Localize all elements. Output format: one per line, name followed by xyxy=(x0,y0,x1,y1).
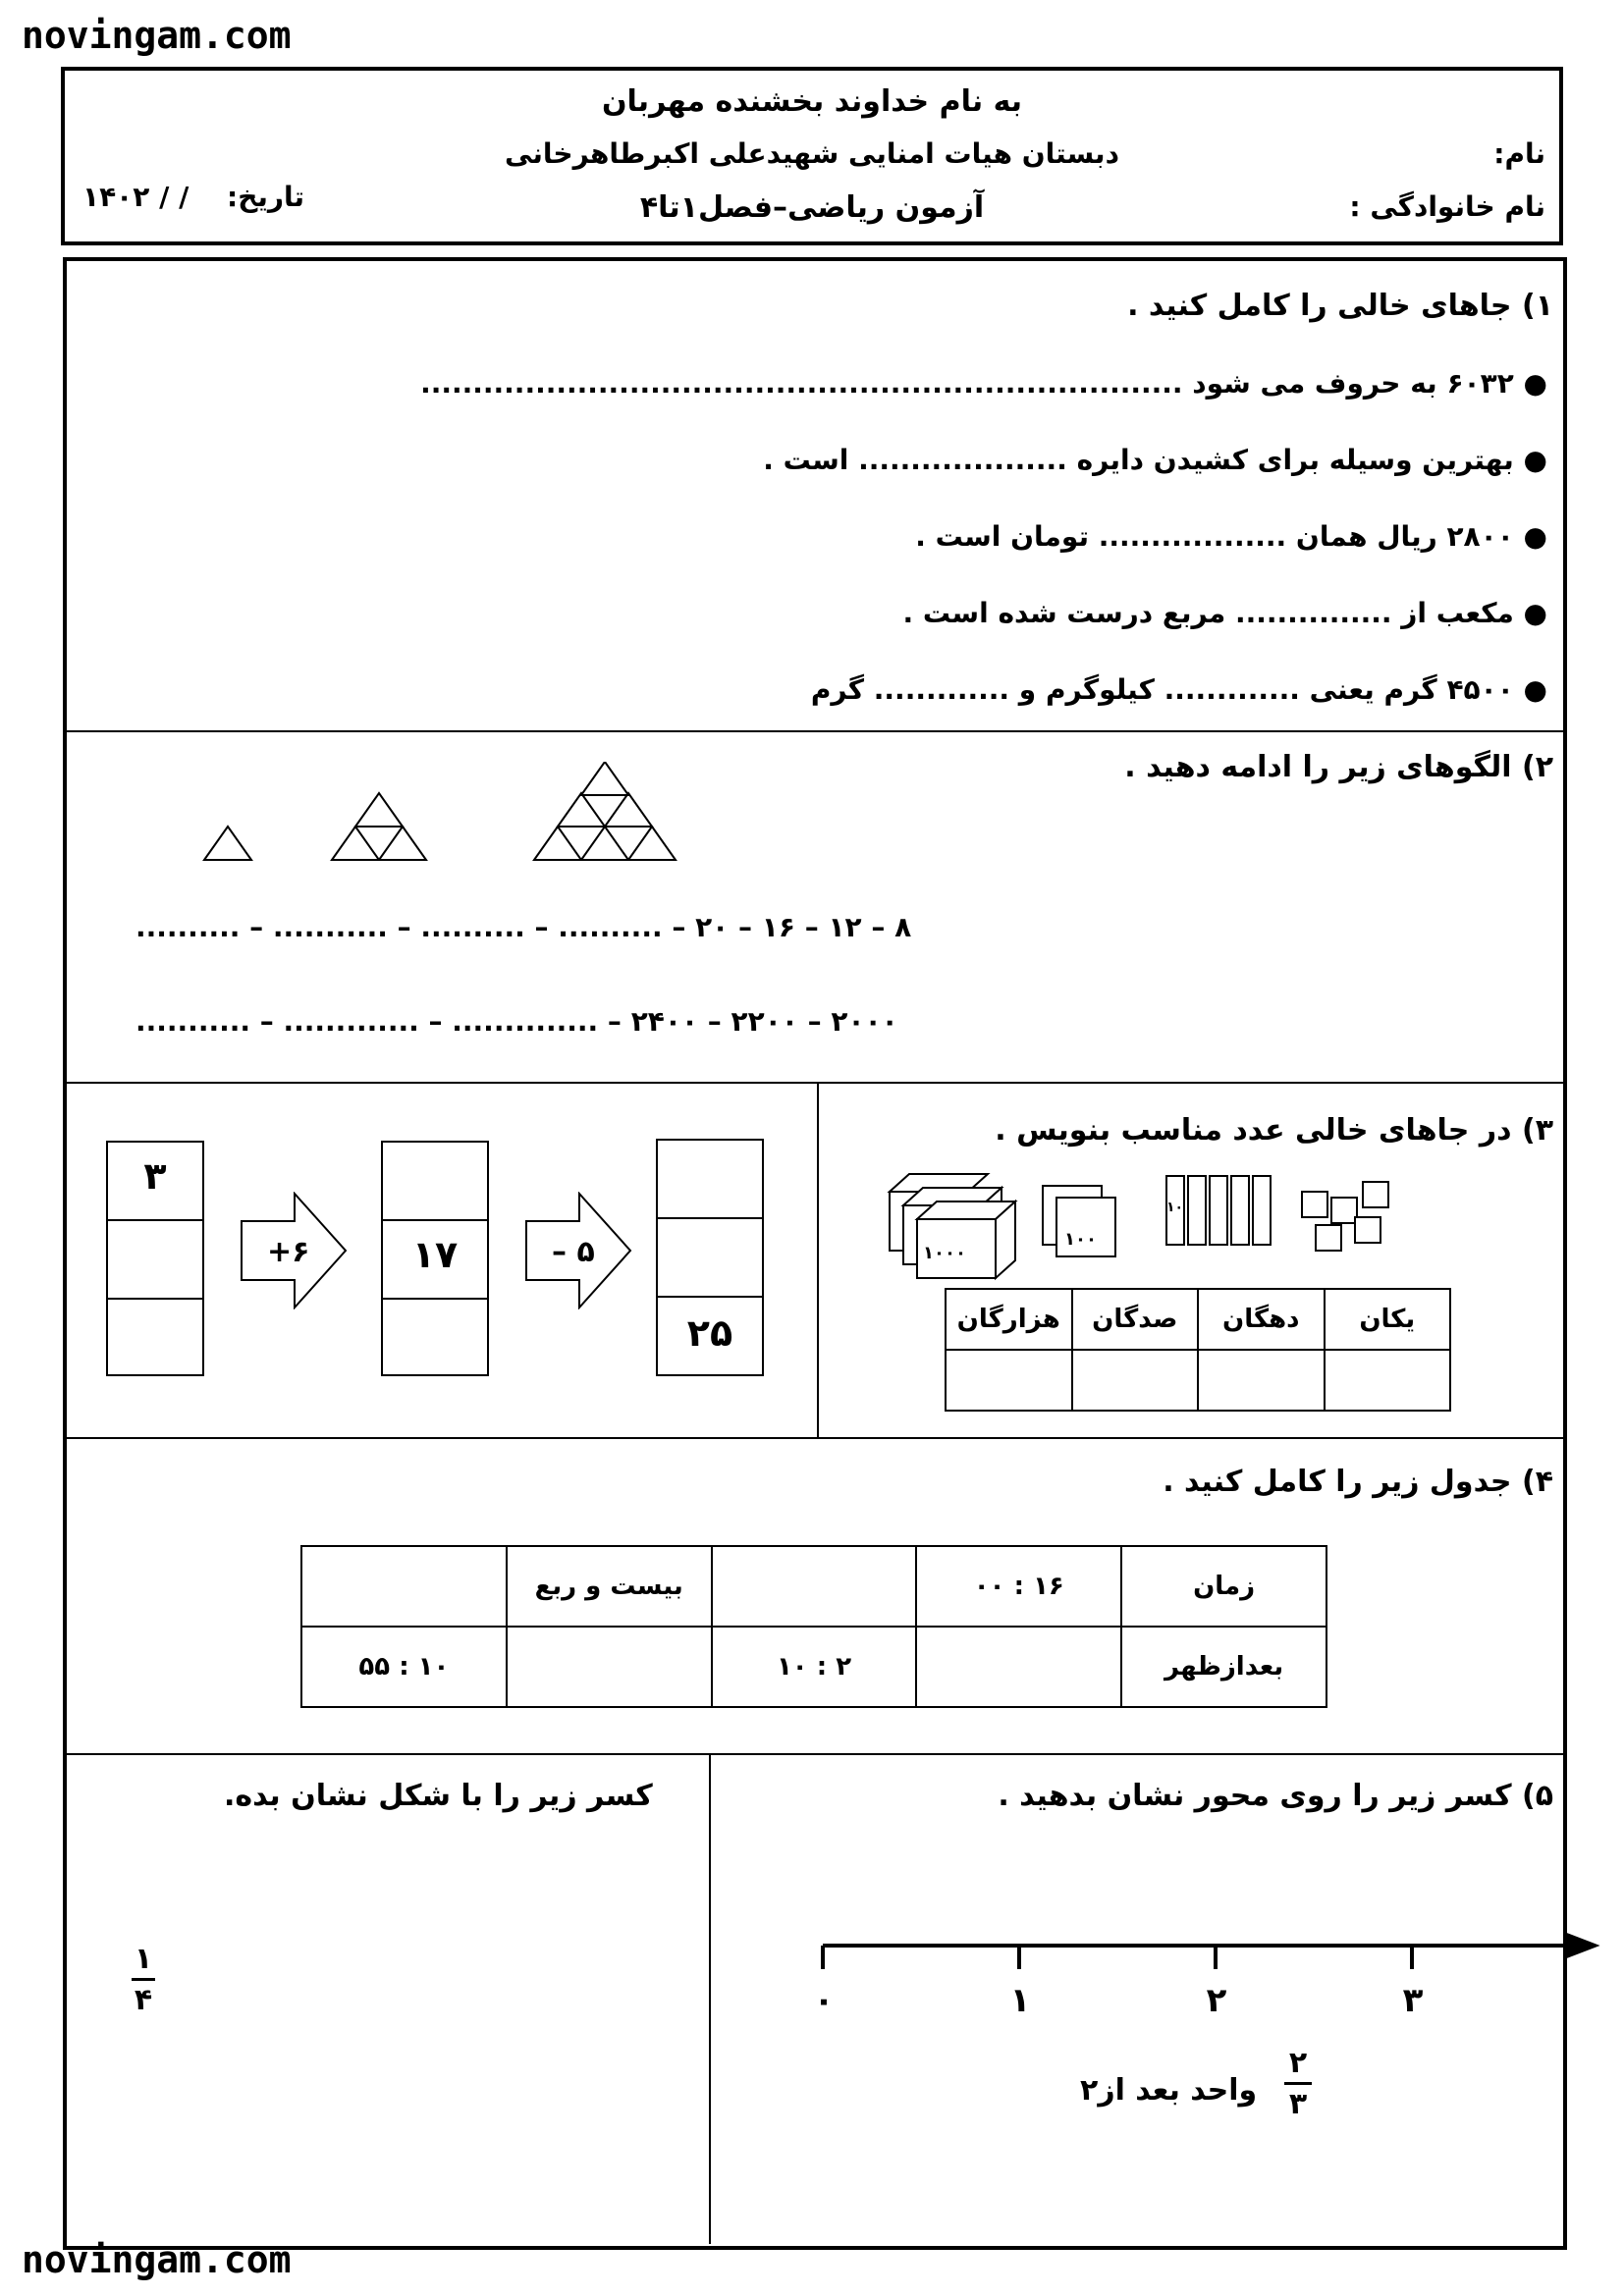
hundred-label: ۱۰۰ xyxy=(1064,1229,1097,1250)
time-table xyxy=(300,1545,1327,1708)
header-hundreds: صدگان xyxy=(1072,1289,1199,1350)
q1-item: ● بهترین وسیله برای کشیدن دایره .................... است . xyxy=(763,444,1547,476)
tick-label-3: ۳ xyxy=(1402,1981,1424,2020)
exam-body xyxy=(63,257,1567,2250)
q5-title: ۵) کسر زیر را روی محور نشان بدهید . xyxy=(998,1779,1553,1813)
header-thousands: هزارگان xyxy=(946,1289,1072,1350)
place-value-table xyxy=(945,1288,1451,1412)
ten-label: ۱۰ xyxy=(1166,1200,1184,1215)
q1-item: ● مکعب از ............... مربع درست شده است . xyxy=(902,597,1547,629)
time-cell: بعدازظهر xyxy=(1121,1627,1326,1707)
fraction-text: واحد بعد از۲ xyxy=(1080,2073,1258,2108)
time-cell[interactable] xyxy=(301,1546,507,1627)
op-plus: +۶ xyxy=(267,1235,310,1269)
time-cell: زمان xyxy=(1121,1546,1326,1627)
time-cell: بیست و ربع xyxy=(507,1546,712,1627)
tick-label-2: ۲ xyxy=(1206,1981,1227,2020)
tick-label-0: ۰ xyxy=(813,1981,835,2020)
shape-fraction-numerator: ۱ xyxy=(134,1942,153,1976)
q1-title: ۱) جاهای خالی را کامل کنید . xyxy=(1127,289,1553,323)
triangle-pattern xyxy=(126,762,715,870)
q1-item: ● ۶۰۳۲ به حروف می شود ......................................................................... xyxy=(420,367,1547,400)
tick-label-1: ۱ xyxy=(1009,1981,1031,2020)
time-cell[interactable] xyxy=(507,1627,712,1707)
date-label: تاریخ: xyxy=(227,181,305,213)
fraction-numerator: ۲ xyxy=(1288,2046,1308,2080)
base-ten-blocks xyxy=(886,1162,1524,1290)
col2-mid: ۱۷ xyxy=(411,1233,459,1276)
watermark-top: novingam.com xyxy=(22,14,292,57)
exam-title: آزمون ریاضی–فصل۱تا۴ xyxy=(639,190,985,225)
machine-column-3 xyxy=(656,1139,764,1376)
time-cell[interactable] xyxy=(916,1627,1121,1707)
machine-column-1 xyxy=(106,1141,204,1376)
answer-cell[interactable] xyxy=(1325,1350,1451,1411)
machine-column-2 xyxy=(381,1141,489,1376)
name-label: نام: xyxy=(1493,137,1545,170)
op-minus: – ۵ xyxy=(552,1235,595,1269)
fraction-denominator: ۳ xyxy=(1288,2087,1308,2121)
number-line xyxy=(813,1926,1618,1985)
school-name: دبستان هیات امنایی شهیدعلی اکبرطاهرخانی xyxy=(505,137,1119,170)
q3-title: ۳) در جاهای خالی عدد مناسب بنویس . xyxy=(995,1113,1553,1148)
watermark-bottom: novingam.com xyxy=(22,2238,292,2281)
q5-right-title: کسر زیر را با شکل نشان بده. xyxy=(224,1779,653,1813)
header-tens: دهگان xyxy=(1198,1289,1325,1350)
col1-top: ۳ xyxy=(143,1154,167,1198)
header-ones: یکان xyxy=(1325,1289,1451,1350)
shape-fraction xyxy=(128,1942,159,2017)
fraction xyxy=(1278,2046,1318,2121)
q4-title: ۴) جدول زیر را کامل کنید . xyxy=(1163,1465,1553,1499)
q2-sequence-1: ۸ – ۱۲ – ۱۶ – ۲۰ – .......... – .......... – ........... – .......... xyxy=(135,911,912,943)
time-cell: ۱۰ : ۵۵ xyxy=(301,1627,507,1707)
col3-bot: ۲۵ xyxy=(686,1311,733,1355)
time-cell: ۲ : ۱۰ xyxy=(712,1627,917,1707)
shape-fraction-denominator: ۴ xyxy=(134,1983,153,2017)
family-label: نام خانوادگی : xyxy=(1349,190,1545,223)
q2-title: ۲) الگوهای زیر را ادامه دهید . xyxy=(1124,750,1553,784)
time-cell: ۱۶ : ۰۰ xyxy=(916,1546,1121,1627)
thousand-label: ۱۰۰۰ xyxy=(923,1243,966,1263)
answer-cell[interactable] xyxy=(1072,1350,1199,1411)
q2-sequence-2: ۲۰۰۰ – ۲۲۰۰ – ۲۴۰۰ – .............. – ............. – ........... xyxy=(135,1005,898,1038)
q1-item: ● ۴۵۰۰ گرم یعنی ............. کیلوگرم و ............. گرم xyxy=(810,673,1547,706)
answer-cell[interactable] xyxy=(1198,1350,1325,1411)
answer-cell[interactable] xyxy=(946,1350,1072,1411)
q1-item: ● ۲۸۰۰ ریال همان .................. تومان است . xyxy=(915,520,1547,553)
basmala: به نام خداوند بخشنده مهربان xyxy=(601,84,1023,119)
date-value: / / ۱۴۰۲ xyxy=(82,181,189,213)
exam-header xyxy=(61,67,1563,245)
time-cell[interactable] xyxy=(712,1546,917,1627)
